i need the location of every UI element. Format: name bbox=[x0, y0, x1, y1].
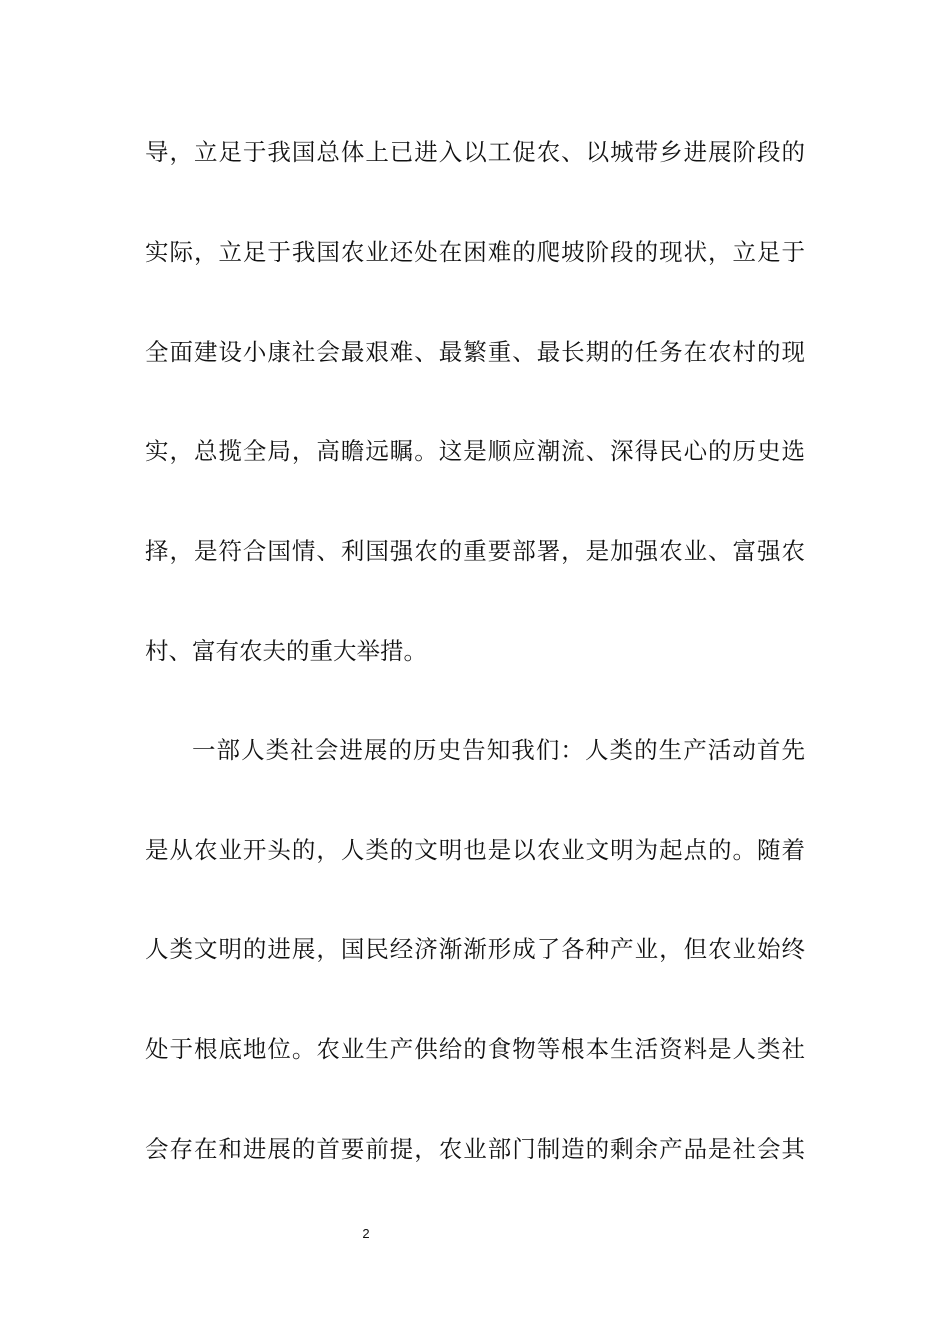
text-line: 一部人类社会进展的历史告知我们：人类的生产活动首先 bbox=[192, 736, 805, 764]
text-line: 全面建设小康社会最艰难、最繁重、最长期的任务在农村的现 bbox=[145, 338, 805, 366]
text-line: 会存在和进展的首要前提，农业部门制造的剩余产品是社会其 bbox=[145, 1135, 805, 1163]
text-line: 实，总揽全局，高瞻远瞩。这是顺应潮流、深得民心的历史选 bbox=[145, 437, 805, 465]
text-line: 处于根底地位。农业生产供给的食物等根本生活资料是人类社 bbox=[145, 1035, 805, 1063]
text-line: 实际，立足于我国农业还处在困难的爬坡阶段的现状，立足于 bbox=[145, 238, 805, 266]
text-line: 是从农业开头的，人类的文明也是以农业文明为起点的。随着 bbox=[145, 836, 805, 864]
text-line: 村、富有农夫的重大举措。 bbox=[145, 637, 427, 665]
text-line: 择，是符合国情、利国强农的重要部署，是加强农业、富强农 bbox=[145, 537, 805, 565]
text-line: 导，立足于我国总体上已进入以工促农、以城带乡进展阶段的 bbox=[145, 138, 805, 166]
page-number: 2 bbox=[362, 1226, 370, 1241]
text-line: 人类文明的进展，国民经济渐渐形成了各种产业，但农业始终 bbox=[145, 935, 805, 963]
